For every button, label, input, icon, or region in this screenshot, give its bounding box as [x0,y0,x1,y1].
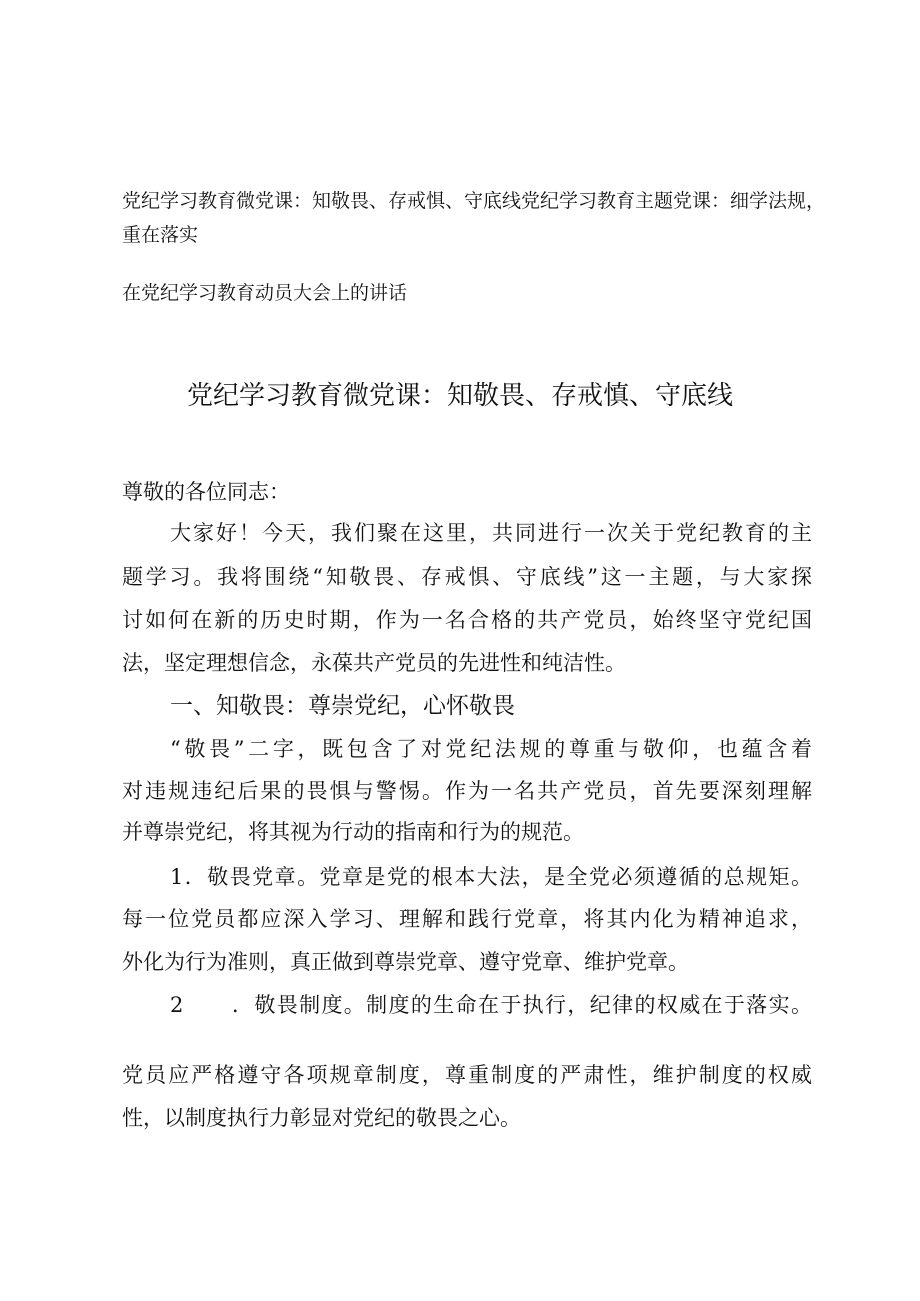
item2-line-3: 性，以制度执行力彰显对党纪的敬畏之心。 [122,1106,521,1130]
intro-line-3: 讨如何在新的历史时期，作为一名合格的共产党员，始终坚守党纪国 [122,608,812,632]
section-heading-1: 一、知敬畏：尊崇党纪，心怀敬畏 [170,693,515,719]
item1-line-2: 每一位党员都应深入学习、理解和践行党章，将其内化为精神追求， [122,907,812,931]
section1-paragraph-line-2: 对违规违纪后果的畏惧与警惕。作为一名共产党员，首先要深刻理解 [122,779,812,803]
header-title-line-1: 党纪学习教育微党课：知敬畏、存戒惧、守底线党纪学习教育主题党课：细学法规， [122,190,826,212]
section1-paragraph-line-1: “敬畏”二字，既包含了对党纪法规的尊重与敬仰，也蕴含着 [170,737,812,761]
header-title-line-2: 重在落实 [122,224,199,246]
item2-line-1: ．敬畏制度。制度的生命在于执行，纪律的权威在于落实。 [232,993,812,1017]
item1-line-1: 1．敬畏党章。党章是党的根本大法，是全党必须遵循的总规矩。 [170,865,812,889]
intro-line-1: 大家好！今天，我们聚在这里，共同进行一次关于党纪教育的主 [170,521,812,545]
header-subtitle: 在党纪学习教育动员大会上的讲话 [122,282,408,304]
section1-paragraph-line-3: 并尊崇党纪，将其视为行动的指南和行为的规范。 [122,820,584,844]
document-title: 党纪学习教育微党课：知敬畏、存戒慎、守底线 [186,381,733,411]
item2-line-2: 党员应严格遵守各项规章制度，尊重制度的严肃性，维护制度的权威 [122,1063,812,1087]
item2-number: 2 [170,993,184,1017]
item1-line-3: 外化为行为准则，真正做到尊崇党章、遵守党章、维护党章。 [122,950,689,974]
intro-line-2: 题学习。我将围绕“知敬畏、存戒惧、守底线”这一主题，与大家探 [122,565,812,589]
greeting: 尊敬的各位同志： [122,480,290,504]
intro-line-4: 法，坚定理想信念，永葆共产党员的先进性和纯洁性。 [122,651,626,675]
